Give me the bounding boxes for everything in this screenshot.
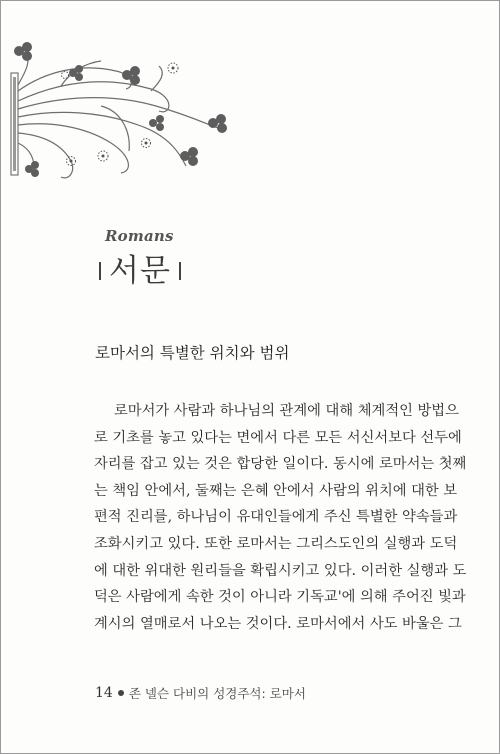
body-line: 자리를 잡고 있는 것은 합당한 일이다. 동시에 로마서는 첫째 (94, 456, 467, 473)
body-line: 에 대한 위대한 원리들을 확립시키고 있다. 이러한 실행과 도 (94, 562, 467, 579)
body-line: 계시의 열매로서 나오는 것이다. 로마서에서 사도 바울은 그 (94, 615, 462, 632)
bullet-dot-icon (118, 690, 124, 696)
section-heading: 로마서의 특별한 위치와 범위 (95, 344, 290, 362)
body-line: 로 기초를 놓고 있다는 면에서 다른 모든 서신서보다 선두에 (94, 429, 462, 446)
chapter-title-text: 서문 (109, 253, 171, 289)
page-number: 14 (95, 685, 113, 701)
chapter-title (99, 245, 181, 290)
floral-ornament-icon (1, 31, 251, 201)
body-line: 조화시키고 있다. 또한 로마서는 그리스도인의 실행과 도덕 (94, 535, 458, 552)
body-line: 덕은 사람에게 속한 것이 아니라 기독교'에 의해 주어진 빛과 (94, 589, 466, 606)
page-footer (95, 684, 306, 702)
body-line: 는 책임 안에서, 둘째는 은혜 안에서 사람의 위치에 대한 보 (94, 482, 458, 499)
body-line: 로마서가 사람과 하나님의 관계에 대해 체계적인 방법으 (114, 403, 459, 419)
body-line: 편적 진리를, 하나님이 유대인들에게 주신 특별한 약속들과 (94, 509, 458, 526)
title-right-bar (179, 262, 181, 280)
running-title: 존 넬슨 다비의 성경주석: 로마서 (128, 686, 306, 701)
english-book-title: Romans (105, 227, 174, 245)
title-left-bar (99, 262, 101, 280)
body-paragraph (94, 398, 470, 637)
